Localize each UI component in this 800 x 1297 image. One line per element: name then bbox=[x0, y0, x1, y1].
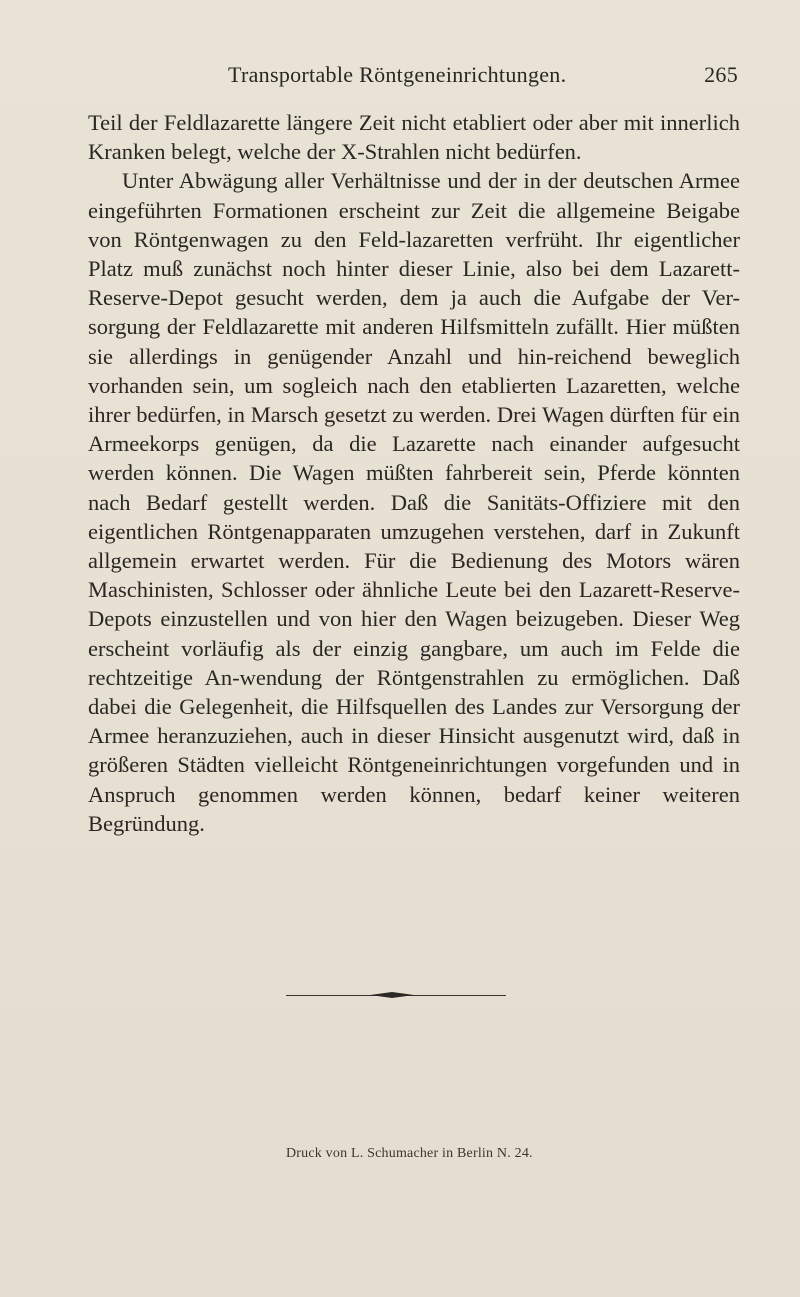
paragraph: Teil der Feldlazarette längere Zeit nicht etabliert oder aber mit innerlich Kranken belegt, welche der X-Strahlen nicht bedürfen. bbox=[88, 110, 740, 165]
divider-ornament bbox=[370, 991, 414, 999]
page-number: 265 bbox=[704, 62, 738, 87]
body-text bbox=[88, 108, 740, 838]
running-title: Transportable Röntgeneinrichtungen. bbox=[228, 62, 567, 87]
paragraph: Unter Abwägung aller Verhältnisse und der in der deutschen Armee eingeführten Formationen erscheint zur Zeit die allgemeine Beigabe von Röntgenwagen zu den Feld-lazaretten verfrüht. Ihr eigentlicher Platz muß zunächst noch hinter dieser Linie, also bei dem Lazarett-Reserve-Depot gesucht werden, dem ja auch die Aufgabe der Ver-sorgung der Feldlazarette mit anderen Hilfsmitteln zufällt. Hier müßten sie allerdings in genügender Anzahl und hin-reichend beweglich vorhanden sein, um sogleich nach den etablierten Lazaretten, welche ihrer bedürfen, in Marsch gesetzt zu werden. Drei Wagen dürften für ein Armeekorps genügen, da die Lazarette nach einander aufgesucht werden können. Die Wagen müßten fahrbereit sein, Pferde könnten nach Bedarf gestellt werden. Daß die Sanitäts-Offiziere mit den eigentlichen Röntgenapparaten umzugehen verstehen, darf in Zukunft allgemein erwartet werden. Für die Bedienung des Motors wären Maschinisten, Schlosser oder ähnliche Leute bei den Lazarett-Reserve-Depots einzustellen und von hier den Wagen beizugeben. Dieser Weg erscheint vorläufig als der einzig gangbare, um auch im Felde die rechtzeitige An-wendung der Röntgenstrahlen zu ermöglichen. Daß dabei die Gelegenheit, die Hilfsquellen des Landes zur Versorgung der Armee heranzuziehen, auch in dieser Hinsicht ausgenutzt wird, daß in größeren Städten vielleicht Röntgeneinrichtungen vorgefunden und in Anspruch genommen werden können, bedarf keiner weiteren Begründung. bbox=[88, 168, 740, 836]
printer-imprint: Druck von L. Schumacher in Berlin N. 24. bbox=[286, 1146, 533, 1161]
